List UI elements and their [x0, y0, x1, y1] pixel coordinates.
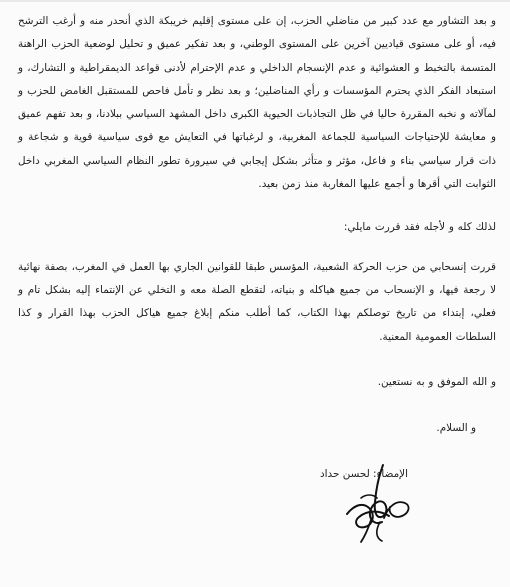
signature-label: الإمضاء: لحسن حداد	[320, 468, 408, 481]
letter-closing: و السلام.	[436, 422, 476, 435]
scan-border	[0, 0, 510, 2]
letter-paragraph-context: و بعد التشاور مع عدد كبير من مناضلي الحزب، إن على مستوى إقليم خريبكة الذي أنحدر منه و أرغب الترشح فيه، أو على مستوى قياديين آخرين على المستوى الوطني، و بعد تفكير عميق و تحليل لوضعية الحزب الراهنة المتسمة بالتخبط و العشوائية و عدم الإنسجام الداخلي و عدم الإحترام لأدنى قواعد الديمقراطية و التشارك، و استبعاد الفكر الذي يحترم المؤسسات و رأي المناضلين؛ و بعد نظر و تأمل فاحص للمستقبل الغامض للحزب و لمآلاته و نخبه المقررة حاليا في ظل التجاذبات الحيوية الكبرى داخل المشهد السياسي ببلادنا، و بعد تفهم عميق و معايشة للإحتياجات السياسية للجماعة المغربية، و لرغباتها في التعايش مع قوى سياسية قوية و شجاعة و ذات قرار سياسي بناء و فاعل، مؤثر و متأثر بشكل إيجابي في سيرورة تطور النظام السياسي المغربي داخل الثوابت التي أقرها و أجمع عليها المغاربة منذ زمن بعيد.	[18, 15, 496, 191]
letter-body	[18, 10, 496, 484]
handwritten-signature	[325, 455, 415, 545]
letter-paragraph-decision: قررت إنسحابي من حزب الحركة الشعبية، المؤسس طبقا للقوانين الجاري بها العمل في المغرب، بصفة نهائية لا رجعة فيها، و الإنسحاب من جميع هياكله و بنياته، لتقطع الصلة معه و التخلي عن الإنتماء إليه بشكل تام و فعلي، إبتداء من تاريخ توصلكم بهذا الكتاب، كما أطلب منكم إبلاغ جميع هياكل الحزب بهذا القرار و كذا السلطات العمومية المعنية.	[18, 260, 496, 343]
letter-paragraph-decision-intro: لذلك كله و لأجله فقد قررت مايلي:	[343, 221, 496, 234]
letter-paragraph-invocation: و الله الموفق و به نستعين.	[377, 375, 496, 388]
